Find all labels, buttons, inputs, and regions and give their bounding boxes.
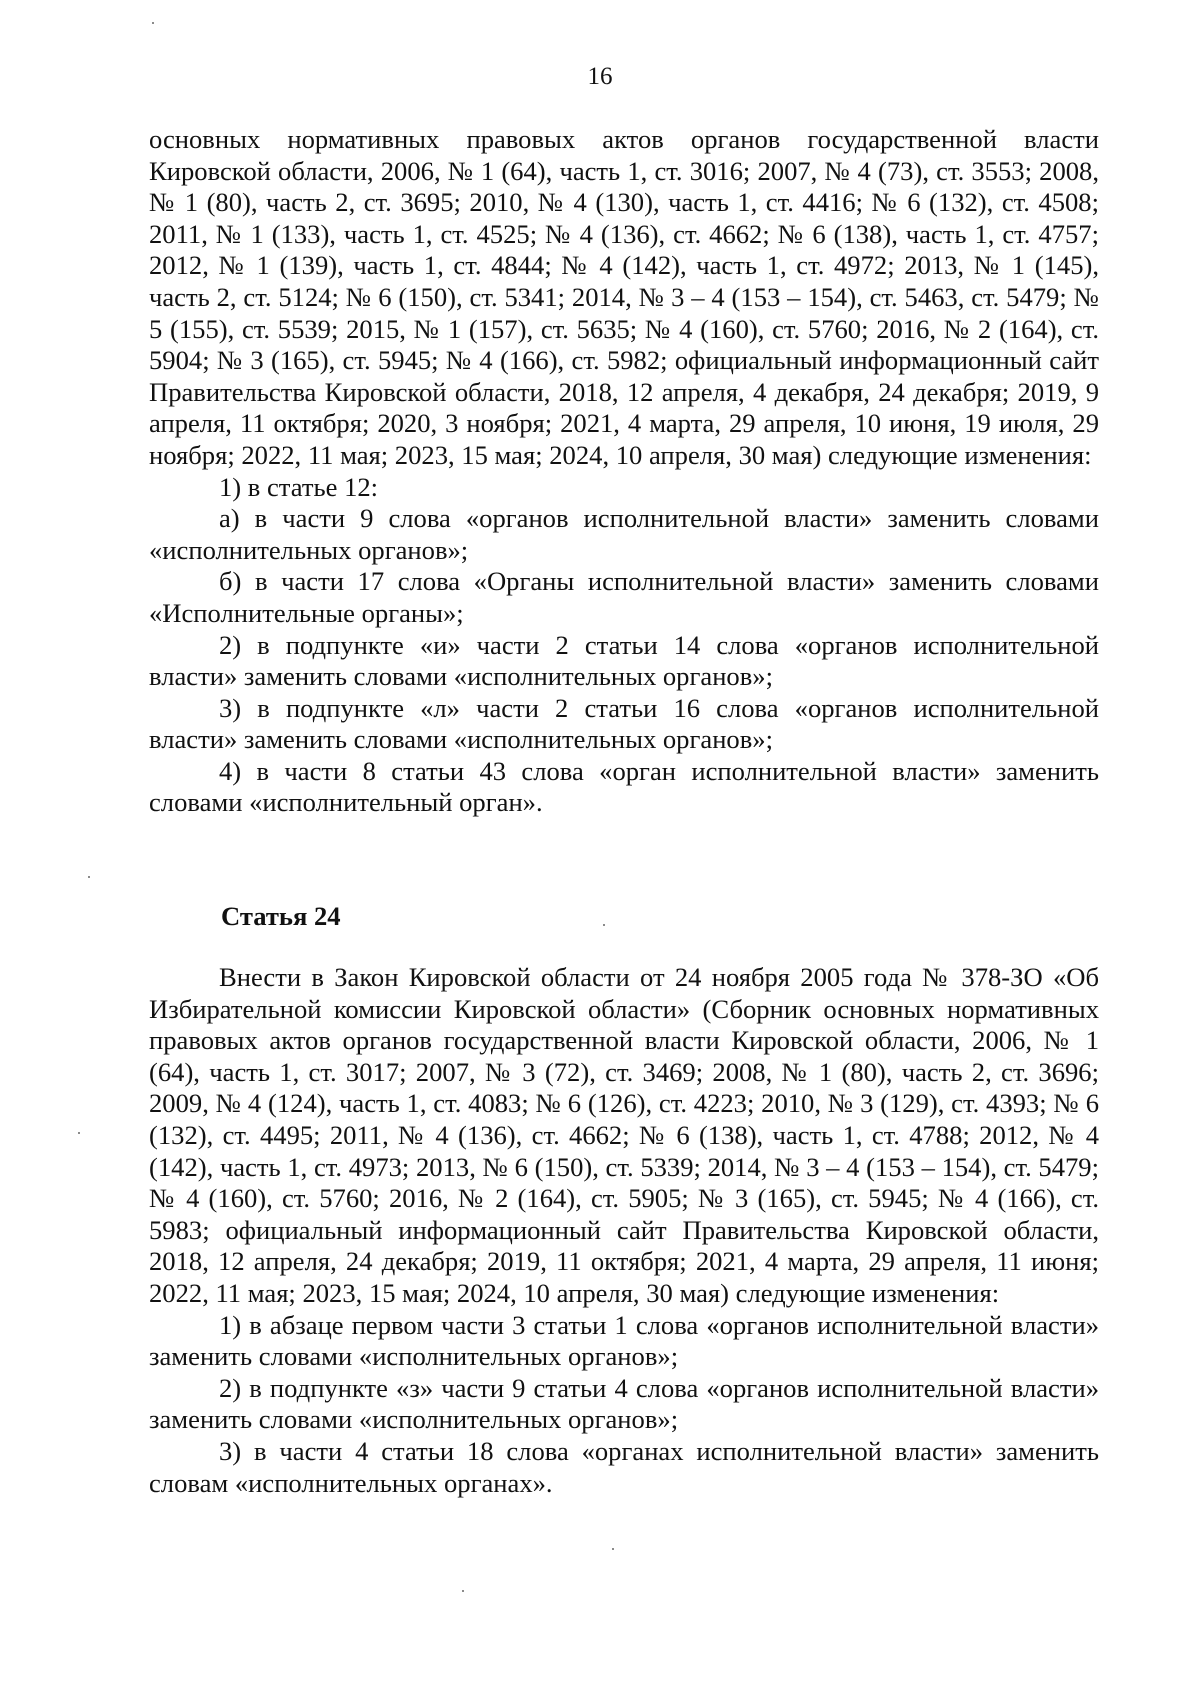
scan-speck bbox=[603, 924, 605, 926]
scan-speck bbox=[462, 1590, 464, 1592]
scan-speck bbox=[612, 1548, 614, 1550]
paragraph-item-3: 3) в подпункте «л» части 2 статьи 16 слова «органов исполнительной власти» заменить словами «исполнительных органов»; bbox=[149, 692, 1099, 755]
amendment-text-continued bbox=[149, 124, 1099, 819]
paragraph-item-1a: а) в части 9 слова «органов исполнительной власти» заменить словами «исполнительных органов»; bbox=[149, 503, 1099, 565]
paragraph-article-24-item-2: 2) в подпункте «з» части 9 статьи 4 слова «органов исполнительной власти» заменить словами «исполнительных органов»; bbox=[149, 1372, 1099, 1435]
paragraph-article-24-item-1: 1) в абзаце первом части 3 статьи 1 слова «органов исполнительной власти» заменить словами «исполнительных органов»; bbox=[149, 1309, 1099, 1372]
paragraph-item-1b: б) в части 17 слова «Органы исполнительной власти» заменить словами «Исполнительные органы»; bbox=[149, 566, 1099, 628]
paragraph-article-24-item-3: 3) в части 4 статьи 18 слова «органах исполнительной власти» заменить словам «исполнительных органах». bbox=[149, 1435, 1099, 1498]
article-24-text bbox=[149, 962, 1099, 1499]
article-heading: Статья 24 bbox=[221, 901, 341, 931]
paragraph-item-1: 1) в статье 12: bbox=[219, 471, 379, 502]
paragraph-item-4: 4) в части 8 статьи 43 слова «орган исполнительной власти» заменить словами «исполнительный орган». bbox=[149, 755, 1099, 818]
paragraph-article-24-intro: Внести в Закон Кировской области от 24 ноября 2005 года № 378-ЗО «Об Избирательной комиссии Кировской области» (Сборник основных нормативных правовых актов органов государственной власти Кировской области, 2006, № 1 (64), часть 1, ст. 3017; 2007, № 3 (72), ст. 3469; 2008, № 1 (80), часть 2, ст. 3696; 2009, № 4 (124), часть 1, ст. 4083; № 6 (126), ст. 4223; 2010, № 3 (129), ст. 4393; № 6 (132), ст. 4495; 2011, № 4 (136), ст. 4662; № 6 (138), часть 1, ст. 4788; 2012, № 4 (142), часть 1, ст. 4973; 2013, № 6 (150), ст. 5339; 2014, № 3 – 4 (153 – 154), ст. 5479; № 4 (160), ст. 5760; 2016, № 2 (164), ст. 5905; № 3 (165), ст. 5945; № 4 (166), ст. 5983; официальный информационный сайт Правительства Кировской области, 2018, 12 апреля, 24 декабря; 2019, 11 октября; 2021, 4 марта, 29 апреля, 11 июня; 2022, 11 мая; 2023, 15 мая; 2024, 10 апреля, 30 мая) следующие изменения: bbox=[149, 962, 1099, 1308]
page-number: 16 bbox=[587, 63, 613, 90]
scan-speck bbox=[152, 22, 154, 24]
scan-speck bbox=[78, 1132, 80, 1134]
scan-speck bbox=[88, 876, 90, 878]
paragraph-publication-sources: основных нормативных правовых актов органов государственной власти Кировской области, 2006, № 1 (64), часть 1, ст. 3016; 2007, № 4 (73), ст. 3553; 2008, № 1 (80), часть 2, ст. 3695; 2010, № 4 (130), часть 1, ст. 4416; № 6 (132), ст. 4508; 2011, № 1 (133), часть 1, ст. 4525; № 4 (136), ст. 4662; № 6 (138), часть 1, ст. 4757; 2012, № 1 (139), часть 1, ст. 4844; № 4 (142), часть 1, ст. 4972; 2013, № 1 (145), часть 2, ст. 5124; № 6 (150), ст. 5341; 2014, № 3 – 4 (153 – 154), ст. 5463, ст. 5479; № 5 (155), ст. 5539; 2015, № 1 (157), ст. 5635; № 4 (160), ст. 5760; 2016, № 2 (164), ст. 5904; № 3 (165), ст. 5945; № 4 (166), ст. 5982; официальный информационный сайт Правительства Кировской области, 2018, 12 апреля, 4 декабря, 24 декабря; 2019, 9 апреля, 11 октября; 2020, 3 ноября; 2021, 4 марта, 29 апреля, 10 июня, 19 июля, 29 ноября; 2022, 11 мая; 2023, 15 мая; 2024, 10 апреля, 30 мая) следующие изменения: bbox=[149, 124, 1099, 470]
paragraph-item-2: 2) в подпункте «и» части 2 статьи 14 слова «органов исполнительной власти» заменить словами «исполнительных органов»; bbox=[149, 629, 1099, 692]
